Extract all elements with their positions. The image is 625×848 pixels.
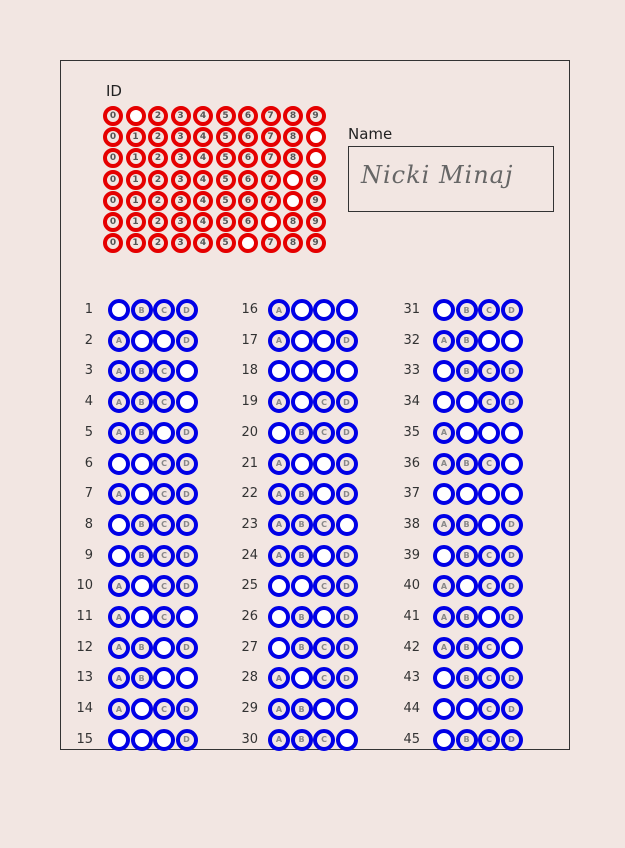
answer-bubble-a[interactable]: A [433,453,455,475]
answer-bubble-c[interactable] [313,545,335,567]
id-bubble[interactable] [306,127,326,147]
answer-bubble-c[interactable] [478,514,500,536]
answer-bubble-d[interactable]: D [336,391,358,413]
id-bubble[interactable]: 0 [103,148,123,168]
id-bubble[interactable]: 1 [126,191,146,211]
id-bubble[interactable]: 5 [216,191,236,211]
answer-bubble-d[interactable]: D [501,391,523,413]
id-bubble[interactable]: 2 [148,148,168,168]
answer-bubble-c[interactable]: C [153,453,175,475]
answer-bubble-d[interactable] [336,729,358,751]
answer-bubble-a[interactable] [108,453,130,475]
answer-bubble-a[interactable]: A [433,422,455,444]
id-bubble[interactable]: 6 [238,212,258,232]
question-number: 13 [76,670,93,686]
answer-bubble-d[interactable] [336,299,358,321]
answer-bubble-c[interactable]: C [478,360,500,382]
answer-bubble-c[interactable]: C [313,422,335,444]
answer-bubble-b[interactable] [131,729,153,751]
id-bubble[interactable]: 0 [103,212,123,232]
answer-bubble-b[interactable] [456,391,478,413]
question-number: 10 [76,578,93,594]
id-bubble[interactable]: 0 [103,170,123,190]
answer-bubble-b[interactable]: B [131,545,153,567]
id-bubble[interactable]: 8 [283,233,303,253]
answer-bubble-a[interactable]: A [108,330,130,352]
answer-bubble-a[interactable]: A [268,330,290,352]
answer-bubble-c[interactable]: C [153,514,175,536]
answer-bubble-a[interactable]: A [108,637,130,659]
id-bubble[interactable]: 9 [306,233,326,253]
answer-bubble-a[interactable]: A [108,360,130,382]
answer-bubble-a[interactable] [433,545,455,567]
answer-bubble-a[interactable] [268,637,290,659]
question-number: 28 [241,670,258,686]
id-bubble[interactable]: 5 [216,170,236,190]
answer-bubble-a[interactable]: A [268,391,290,413]
answer-bubble-a[interactable] [433,698,455,720]
answer-bubble-b[interactable] [291,575,313,597]
answer-bubble-a[interactable]: A [108,698,130,720]
id-bubble[interactable]: 8 [283,106,303,126]
id-bubble[interactable]: 3 [171,148,191,168]
id-bubble[interactable]: 5 [216,212,236,232]
question-number: 22 [241,486,258,502]
question-number: 32 [403,332,420,348]
answer-bubble-c[interactable]: C [313,667,335,689]
answer-bubble-c[interactable]: C [313,514,335,536]
answer-bubble-d[interactable]: D [176,422,198,444]
answer-bubble-a[interactable] [108,299,130,321]
answer-bubble-a[interactable]: A [108,606,130,628]
answer-bubble-c[interactable] [153,422,175,444]
id-bubble[interactable]: 3 [171,191,191,211]
answer-bubble-c[interactable] [313,698,335,720]
answer-bubble-d[interactable]: D [336,330,358,352]
id-bubble[interactable]: 2 [148,191,168,211]
answer-bubble-a[interactable] [268,422,290,444]
answer-bubble-b[interactable] [456,698,478,720]
answer-bubble-c[interactable] [478,330,500,352]
answer-bubble-b[interactable] [131,698,153,720]
answer-bubble-d[interactable]: D [501,698,523,720]
answer-bubble-a[interactable]: A [108,391,130,413]
answer-bubble-a[interactable]: A [108,667,130,689]
question-number: 4 [84,394,93,410]
answer-bubble-a[interactable]: A [433,606,455,628]
id-bubble[interactable]: 2 [148,170,168,190]
question-number: 43 [403,670,420,686]
answer-bubble-d[interactable] [176,360,198,382]
id-bubble[interactable]: 5 [216,106,236,126]
question-number: 7 [84,486,93,502]
answer-bubble-a[interactable]: A [268,299,290,321]
id-bubble[interactable]: 4 [193,106,213,126]
id-bubble[interactable]: 2 [148,106,168,126]
answer-bubble-b[interactable]: B [291,483,313,505]
id-bubble[interactable]: 2 [148,212,168,232]
answer-bubble-b[interactable] [291,299,313,321]
answer-bubble-b[interactable]: B [456,667,478,689]
id-bubble[interactable]: 3 [171,170,191,190]
answer-bubble-b[interactable]: B [131,391,153,413]
id-bubble[interactable]: 5 [216,127,236,147]
question-number: 38 [403,516,420,532]
answer-bubble-a[interactable]: A [433,575,455,597]
question-number: 26 [241,609,258,624]
answer-bubble-a[interactable]: A [268,667,290,689]
answer-bubble-b[interactable]: B [131,422,153,444]
answer-bubble-b[interactable] [131,575,153,597]
answer-bubble-a[interactable] [108,729,130,751]
question-number: 19 [241,394,258,410]
question-number: 29 [241,701,258,717]
answer-bubble-c[interactable]: C [313,637,335,659]
id-bubble[interactable]: 4 [193,148,213,168]
answer-bubble-b[interactable]: B [456,453,478,475]
answer-bubble-c[interactable]: C [478,698,500,720]
answer-bubble-b[interactable]: B [131,637,153,659]
id-bubble[interactable]: 6 [238,106,258,126]
question-number: 39 [403,547,420,563]
id-bubble[interactable] [126,106,146,126]
answer-bubble-d[interactable] [336,360,358,382]
answer-bubble-c[interactable]: C [478,299,500,321]
name-field[interactable] [348,146,554,212]
answer-bubble-c[interactable] [313,299,335,321]
id-bubble[interactable]: 3 [171,233,191,253]
id-bubble[interactable]: 5 [216,148,236,168]
answer-bubble-c[interactable]: C [153,606,175,628]
id-bubble[interactable]: 7 [261,106,281,126]
id-bubble[interactable]: 6 [238,170,258,190]
answer-bubble-c[interactable]: C [478,545,500,567]
id-bubble[interactable]: 1 [126,127,146,147]
answer-bubble-d[interactable] [336,698,358,720]
answer-bubble-d[interactable] [336,514,358,536]
answer-bubble-d[interactable] [176,667,198,689]
answer-bubble-b[interactable]: B [456,729,478,751]
answer-bubble-d[interactable]: D [336,637,358,659]
question-number: 9 [84,547,93,563]
id-bubble[interactable]: 0 [103,233,123,253]
answer-bubble-d[interactable]: D [176,453,198,475]
answer-bubble-c[interactable]: C [478,453,500,475]
answer-bubble-d[interactable]: D [176,299,198,321]
answer-bubble-c[interactable] [313,453,335,475]
question-number: 2 [84,332,93,348]
answer-bubble-c[interactable]: C [153,698,175,720]
id-bubble[interactable]: 4 [193,233,213,253]
answer-bubble-a[interactable]: A [268,729,290,751]
question-number: 45 [403,731,420,747]
answer-bubble-d[interactable]: D [336,545,358,567]
answer-bubble-b[interactable]: B [456,330,478,352]
answer-bubble-d[interactable] [176,606,198,628]
answer-bubble-b[interactable] [456,483,478,505]
answer-bubble-d[interactable] [501,453,523,475]
answer-bubble-c[interactable]: C [313,575,335,597]
id-bubble[interactable]: 9 [306,191,326,211]
question-number: 21 [241,455,258,471]
id-bubble[interactable]: 5 [216,233,236,253]
answer-bubble-a[interactable] [433,391,455,413]
answer-bubble-d[interactable]: D [501,299,523,321]
answer-bubble-b[interactable] [131,330,153,352]
question-number: 41 [403,609,420,624]
answer-bubble-d[interactable]: D [336,483,358,505]
answer-bubble-b[interactable] [131,606,153,628]
question-number: 24 [241,547,258,563]
answer-bubble-d[interactable]: D [176,729,198,751]
question-number: 23 [241,516,258,532]
question-number: 18 [241,363,258,379]
answer-bubble-b[interactable]: B [291,545,313,567]
answer-bubble-b[interactable]: B [456,360,478,382]
answer-bubble-b[interactable]: B [456,299,478,321]
answer-bubble-d[interactable]: D [176,514,198,536]
answer-bubble-d[interactable]: D [501,360,523,382]
id-bubble[interactable]: 0 [103,127,123,147]
question-number: 36 [403,455,420,471]
name-value: Nicki Minaj [361,161,514,189]
answer-bubble-a[interactable]: A [268,483,290,505]
answer-bubble-d[interactable]: D [336,606,358,628]
answer-bubble-d[interactable]: D [176,483,198,505]
id-bubble[interactable]: 4 [193,170,213,190]
id-bubble[interactable]: 7 [261,170,281,190]
answer-bubble-c[interactable]: C [478,729,500,751]
answer-bubble-b[interactable] [291,391,313,413]
question-number: 11 [76,609,93,624]
answer-bubble-d[interactable]: D [336,575,358,597]
id-bubble[interactable]: 8 [283,127,303,147]
answer-bubble-b[interactable]: B [456,545,478,567]
answer-bubble-a[interactable]: A [433,514,455,536]
answer-bubble-d[interactable]: D [336,667,358,689]
answer-bubble-b[interactable] [291,453,313,475]
answer-bubble-b[interactable] [131,453,153,475]
answer-bubble-c[interactable] [478,422,500,444]
answer-bubble-b[interactable] [456,575,478,597]
id-bubble[interactable]: 9 [306,106,326,126]
answer-bubble-b[interactable] [291,360,313,382]
answer-bubble-a[interactable] [108,545,130,567]
answer-bubble-a[interactable]: A [268,545,290,567]
id-bubble[interactable]: 7 [261,233,281,253]
answer-bubble-d[interactable] [501,330,523,352]
answer-bubble-d[interactable]: D [501,729,523,751]
answer-bubble-c[interactable]: C [153,483,175,505]
answer-bubble-c[interactable] [313,606,335,628]
question-number: 42 [403,639,420,655]
answer-bubble-b[interactable]: B [291,422,313,444]
answer-bubble-d[interactable]: D [176,575,198,597]
id-bubble[interactable]: 3 [171,127,191,147]
question-number: 20 [241,424,258,440]
id-bubble[interactable]: 0 [103,106,123,126]
question-number: 1 [84,302,93,317]
answer-bubble-c[interactable]: C [153,575,175,597]
answer-bubble-d[interactable] [176,391,198,413]
answer-bubble-b[interactable]: B [131,667,153,689]
id-bubble[interactable]: 2 [148,233,168,253]
answer-bubble-a[interactable]: A [268,514,290,536]
answer-bubble-a[interactable]: A [108,483,130,505]
answer-bubble-d[interactable]: D [176,637,198,659]
answer-bubble-b[interactable] [131,483,153,505]
answer-bubble-b[interactable]: B [131,299,153,321]
answer-bubble-b[interactable]: B [456,637,478,659]
answer-bubble-b[interactable]: B [291,637,313,659]
answer-bubble-b[interactable] [456,422,478,444]
id-bubble[interactable] [283,170,303,190]
answer-bubble-c[interactable]: C [313,391,335,413]
answer-bubble-d[interactable] [501,422,523,444]
answer-bubble-c[interactable]: C [153,360,175,382]
question-number: 16 [241,302,258,317]
answer-bubble-c[interactable]: C [153,299,175,321]
id-bubble[interactable]: 1 [126,170,146,190]
answer-bubble-d[interactable]: D [501,545,523,567]
answer-bubble-d[interactable]: D [501,667,523,689]
id-bubble[interactable]: 6 [238,191,258,211]
id-bubble[interactable]: 7 [261,148,281,168]
id-bubble[interactable]: 8 [283,148,303,168]
question-number: 33 [403,363,420,379]
id-bubble[interactable]: 9 [306,212,326,232]
id-bubble[interactable] [306,148,326,168]
answer-bubble-d[interactable]: D [176,330,198,352]
question-number: 35 [403,424,420,440]
answer-bubble-d[interactable]: D [501,514,523,536]
id-bubble[interactable]: 7 [261,191,281,211]
question-number: 3 [84,363,93,379]
question-number: 44 [403,701,420,717]
answer-bubble-b[interactable]: B [131,514,153,536]
answer-bubble-b[interactable] [291,667,313,689]
id-bubble[interactable]: 0 [103,191,123,211]
id-bubble[interactable]: 8 [283,212,303,232]
answer-bubble-b[interactable]: B [291,514,313,536]
answer-bubble-a[interactable]: A [433,637,455,659]
id-bubble[interactable]: 4 [193,212,213,232]
answer-bubble-c[interactable] [153,729,175,751]
question-number: 15 [76,731,93,747]
id-bubble[interactable]: 1 [126,148,146,168]
id-bubble[interactable] [283,191,303,211]
answer-bubble-c[interactable]: C [313,729,335,751]
question-number: 30 [241,731,258,747]
id-bubble[interactable] [261,212,281,232]
answer-bubble-d[interactable]: D [501,575,523,597]
question-number: 34 [403,394,420,410]
answer-bubble-d[interactable] [501,483,523,505]
answer-bubble-a[interactable] [433,299,455,321]
answer-bubble-b[interactable] [291,330,313,352]
id-label: ID [106,82,122,100]
answer-bubble-a[interactable] [433,729,455,751]
question-number: 6 [84,455,93,471]
id-bubble[interactable]: 4 [193,127,213,147]
answer-bubble-c[interactable] [153,330,175,352]
id-bubble[interactable]: 4 [193,191,213,211]
id-bubble[interactable]: 3 [171,106,191,126]
answer-bubble-d[interactable]: D [176,698,198,720]
question-number: 31 [403,302,420,317]
answer-bubble-c[interactable] [313,330,335,352]
id-bubble[interactable]: 9 [306,170,326,190]
answer-bubble-d[interactable]: D [336,422,358,444]
question-number: 12 [76,639,93,655]
answer-bubble-c[interactable]: C [153,391,175,413]
answer-bubble-a[interactable]: A [268,698,290,720]
answer-bubble-b[interactable]: B [456,514,478,536]
question-number: 40 [403,578,420,594]
question-number: 27 [241,639,258,655]
answer-bubble-b[interactable]: B [291,729,313,751]
question-number: 5 [84,424,93,440]
question-number: 14 [76,701,93,717]
answer-bubble-a[interactable]: A [268,453,290,475]
answer-bubble-c[interactable]: C [478,575,500,597]
answer-bubble-a[interactable] [108,514,130,536]
answer-bubble-b[interactable]: B [456,606,478,628]
question-number: 8 [84,516,93,532]
answer-bubble-b[interactable]: B [291,698,313,720]
answer-bubble-c[interactable]: C [478,637,500,659]
id-bubble[interactable]: 3 [171,212,191,232]
id-bubble[interactable]: 1 [126,233,146,253]
answer-bubble-c[interactable] [153,637,175,659]
answer-bubble-d[interactable]: D [336,453,358,475]
answer-bubble-a[interactable] [268,606,290,628]
answer-bubble-c[interactable]: C [153,545,175,567]
name-label: Name [348,125,393,143]
id-bubble[interactable]: 6 [238,148,258,168]
answer-bubble-d[interactable]: D [176,545,198,567]
answer-bubble-b[interactable]: B [131,360,153,382]
id-bubble[interactable]: 2 [148,127,168,147]
answer-bubble-b[interactable]: B [291,606,313,628]
answer-bubble-c[interactable] [478,606,500,628]
question-number: 17 [241,332,258,348]
answer-bubble-c[interactable]: C [478,391,500,413]
id-bubble[interactable]: 6 [238,127,258,147]
answer-bubble-d[interactable] [501,637,523,659]
id-bubble[interactable]: 7 [261,127,281,147]
answer-bubble-c[interactable]: C [478,667,500,689]
answer-bubble-a[interactable]: A [433,330,455,352]
answer-bubble-a[interactable]: A [108,575,130,597]
id-bubble[interactable]: 1 [126,212,146,232]
answer-bubble-d[interactable]: D [501,606,523,628]
question-number: 25 [241,578,258,594]
answer-bubble-a[interactable]: A [108,422,130,444]
question-number: 37 [403,486,420,502]
